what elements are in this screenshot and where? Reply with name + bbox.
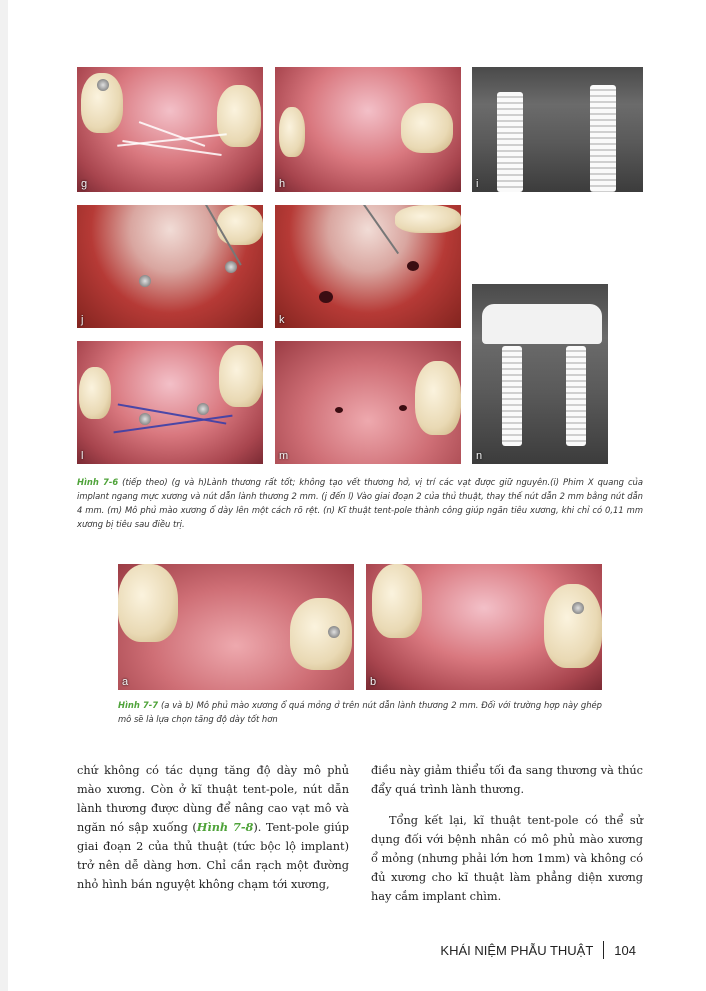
panel-label-a: a (122, 676, 129, 688)
photo-panel-m (275, 341, 461, 464)
figure-7-6-label: Hình 7-6 (77, 477, 119, 487)
page-edge (0, 0, 8, 991)
photo-panel-k (275, 205, 461, 328)
figure-7-7-caption (118, 698, 602, 726)
body-paragraph-right-1: điều này giảm thiểu tối đa sang thương và thúc đẩy quá trình lành thương. (371, 764, 643, 796)
photo-panel-j (77, 205, 263, 328)
body-column-left (77, 761, 349, 894)
panel-label-j: j (81, 314, 84, 326)
photo-panel-l (77, 341, 263, 464)
page-number: 104 (614, 942, 636, 958)
photo-panel-b (366, 564, 602, 690)
panel-label-g: g (81, 178, 88, 190)
body-column-right (371, 761, 643, 906)
footer-section-title: KHÁI NIỆM PHẪU THUẬT (440, 942, 594, 958)
xray-panel-n (472, 284, 608, 464)
figure-7-7-caption-text: (a và b) Mô phủ mào xương ổ quá mỏng ở trên nút dẫn lành thương 2 mm. Đối với trường hợp này ghép mô sẽ là lựa chọn tăng độ dày tốt hơn (118, 700, 603, 724)
figure-7-6-caption (77, 475, 643, 531)
panel-label-i: i (476, 178, 479, 190)
figure-reference-link[interactable]: Hình 7-8 (196, 820, 254, 834)
footer-divider (603, 941, 604, 959)
figure-7-7-label: Hình 7-7 (118, 700, 159, 710)
xray-panel-i (472, 67, 643, 192)
body-text-left-part2: ). Tent-pole giúp giai đoạn 2 của thủ thuật (tức bộc lộ implant) trở nên dễ dàng hơn. Chỉ cần rạch một đường nhỏ hình bán nguyệt không chạm tới xương, (77, 821, 349, 891)
body-paragraph-left (77, 761, 349, 894)
photo-panel-h (275, 67, 461, 192)
photo-panel-g (77, 67, 263, 192)
body-text-left-part1: chứ không có tác dụng tăng độ dày mô phủ mào xương. Còn ở kĩ thuật tent-pole, nút dẫn lành thương được dùng để nâng cao vạt mô và ngăn nó sập xuống ( (77, 764, 349, 834)
panel-label-b: b (370, 676, 377, 688)
photo-panel-a (118, 564, 354, 690)
panel-label-k: k (279, 314, 285, 326)
figure-7-6-caption-text: (tiếp theo) (g và h)Lành thương rất tốt; không tạo vết thương hở, vị trí các vạt được giữ nguyên.(i) Phim X quang của implant ngang mực xương và nút dẫn lành thương 2 mm. (j đến l) Vào giai đoạn 2 của thủ thuật, thay thế nút dẫn 2 mm bằng nút dẫn 4 mm. (m) Mô phủ mào xương ổ dày lên một cách rõ rệt. (n) Kĩ thuật tent-pole thành công giúp ngăn tiêu xương, khi chỉ có 0,11 mm xương bị tiêu sau điều trị. (77, 477, 643, 529)
panel-label-h: h (279, 178, 286, 190)
panel-label-n: n (476, 450, 483, 462)
page-footer (440, 941, 636, 959)
body-paragraph-right-2: Tổng kết lại, kĩ thuật tent-pole có thể sử dụng đối với bệnh nhân có mô phủ mào xương ổ mỏng (nhưng phải lớn hơn 1mm) và không có đủ xương cho kĩ thuật làm phẳng diện xương hay cắm implant chìm. (371, 814, 643, 903)
panel-label-m: m (279, 450, 289, 462)
panel-label-l: l (81, 450, 84, 462)
